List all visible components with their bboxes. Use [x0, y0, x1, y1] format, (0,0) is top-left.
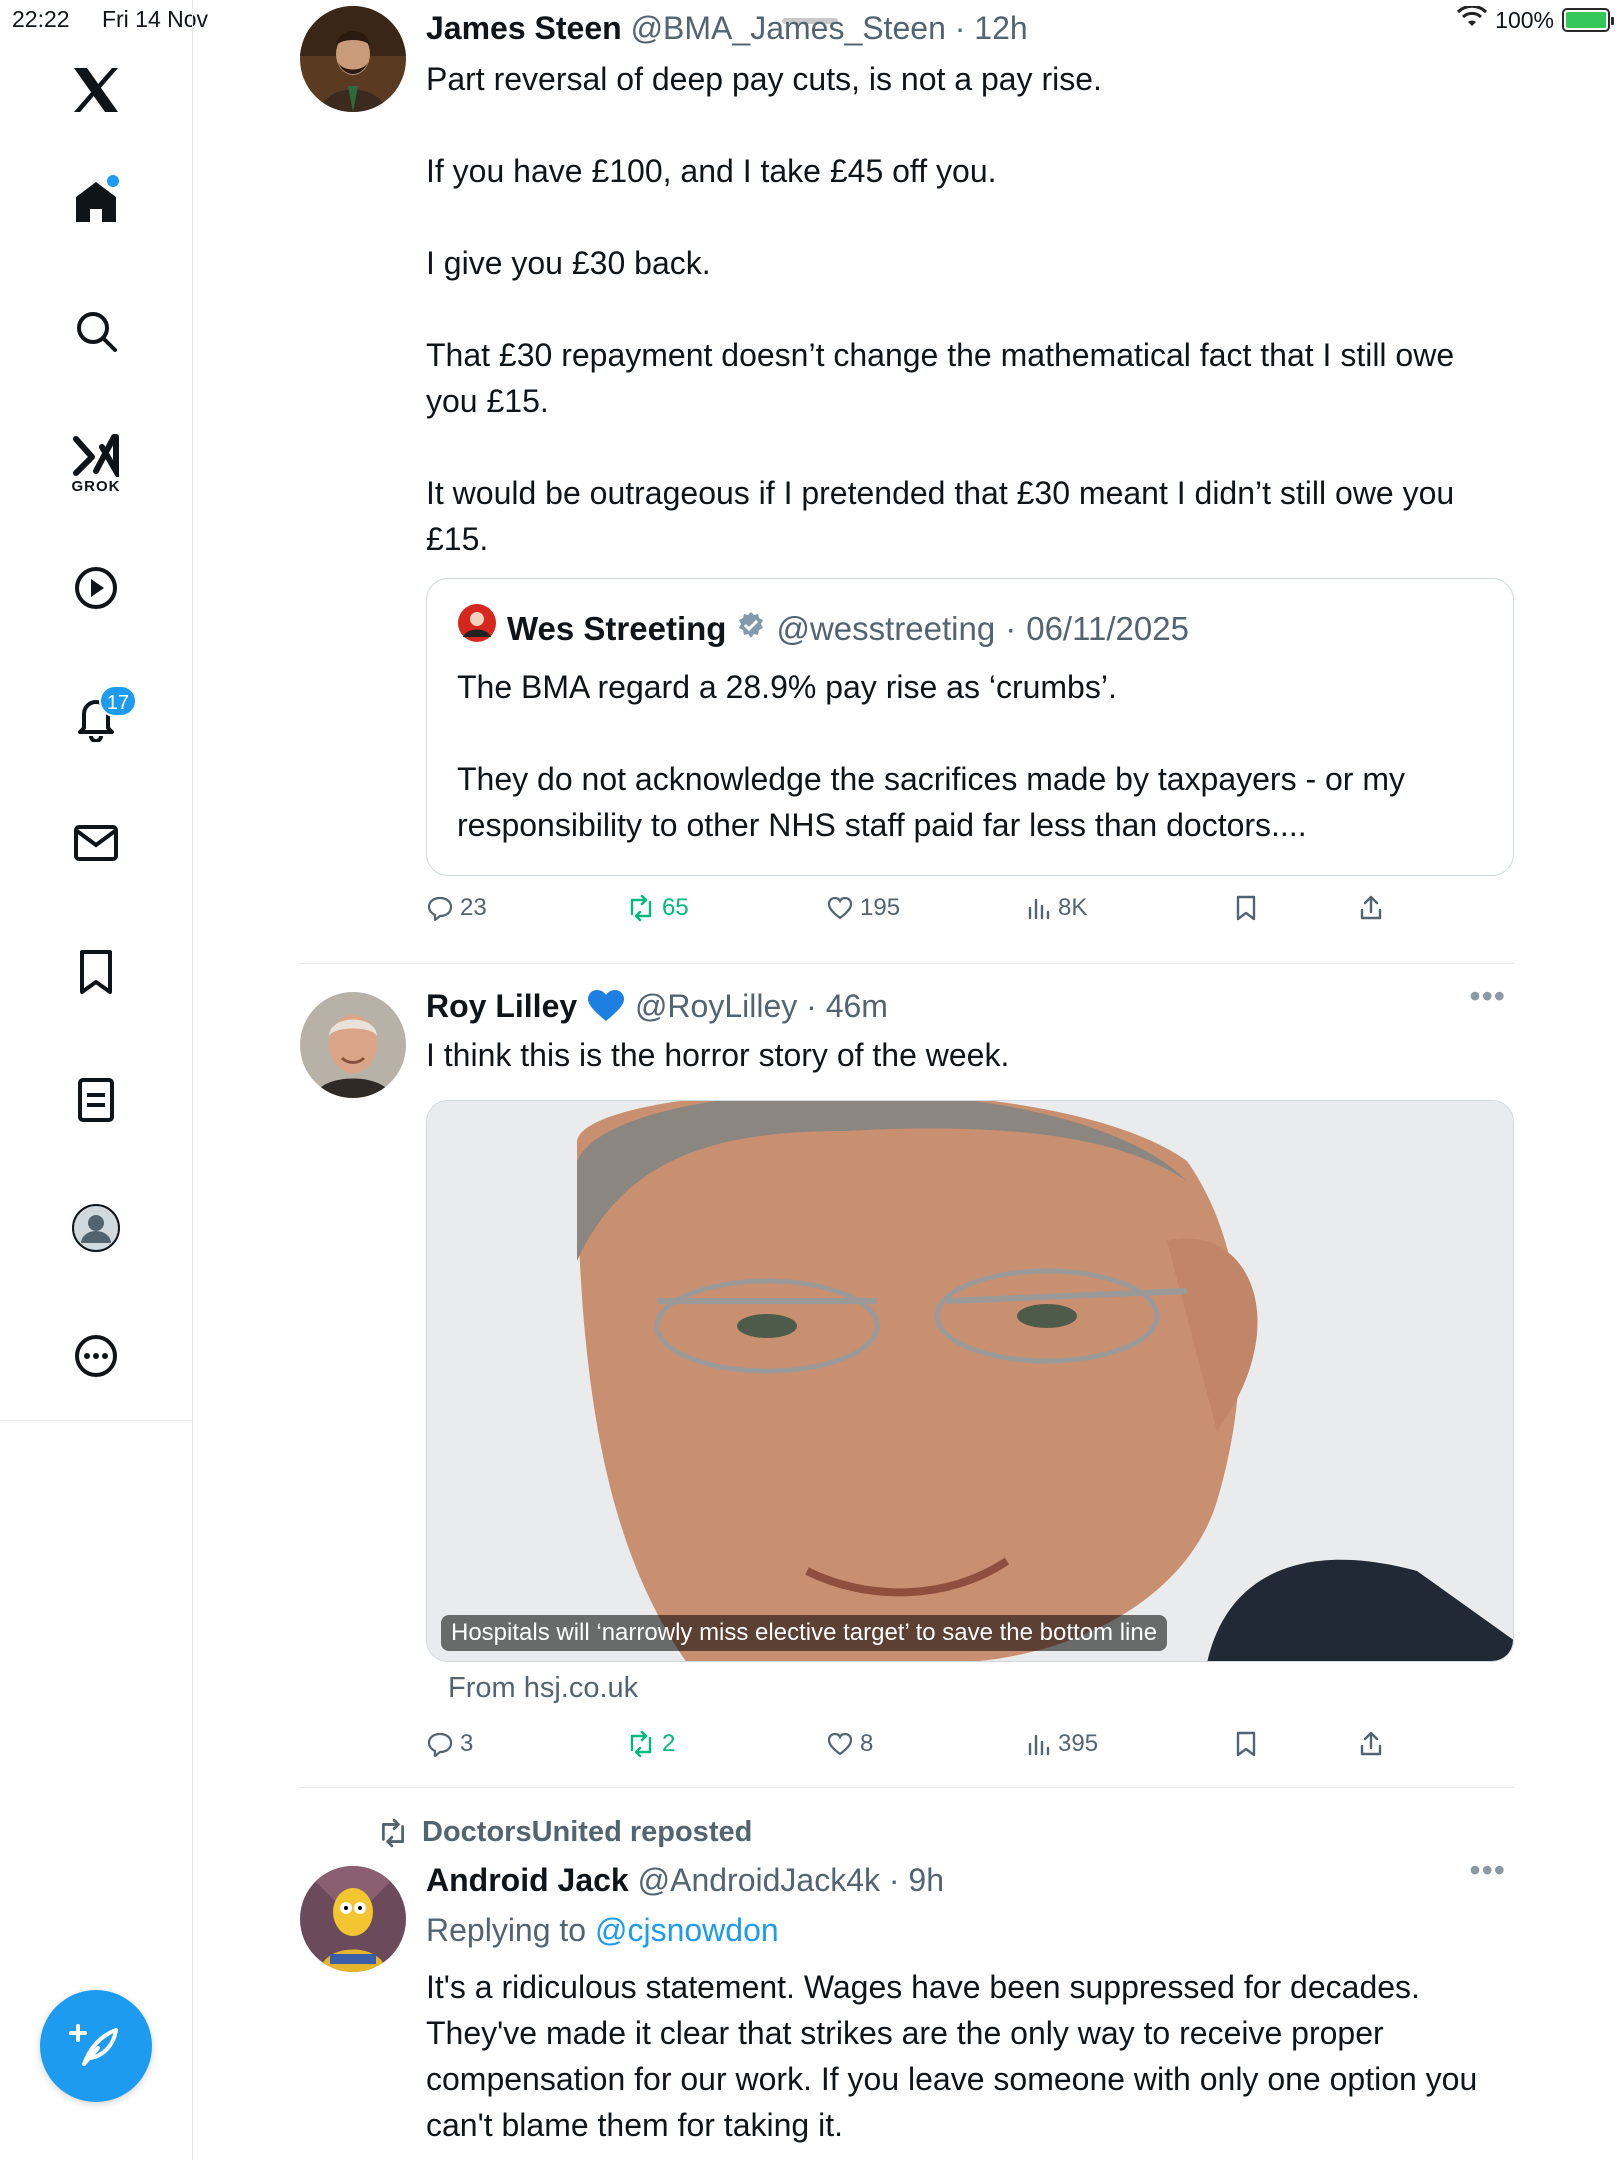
reply-button[interactable] [426, 894, 487, 922]
reply-icon [426, 1730, 454, 1758]
author-name[interactable]: Roy Lilley [426, 988, 578, 1024]
heart-icon [826, 894, 854, 922]
bookmark-button[interactable] [1234, 894, 1258, 922]
tweet-header: James Steen @BMA_James_Steen · 12h [426, 10, 1028, 46]
tweet-paragraph: I give you £30 back. [426, 245, 711, 281]
battery-percent: 100% [1495, 6, 1554, 33]
tweet[interactable] [300, 6, 1514, 966]
repost-icon [376, 1818, 410, 1848]
quote-paragraph: They do not acknowledge the sacrifices made by taxpayers - or my responsibility to other NHS staff paid far less than doctors.... [457, 761, 1405, 843]
quote-author-name[interactable]: Wes Streeting [507, 609, 727, 647]
repost-button[interactable] [626, 894, 689, 922]
tweet-time[interactable]: 12h [974, 10, 1028, 46]
blue-heart-icon [586, 988, 635, 1024]
heart-icon [826, 1730, 854, 1758]
quote-avatar[interactable] [457, 603, 497, 654]
like-button[interactable] [826, 894, 900, 922]
reply-count: 3 [460, 1730, 474, 1757]
sidebar-divider [0, 1420, 193, 1421]
quoted-tweet-text [457, 664, 1483, 848]
x-logo-icon[interactable] [61, 55, 131, 125]
tweet-time[interactable]: 46m [825, 988, 888, 1024]
more-options-icon[interactable]: ••• [1469, 1852, 1506, 1888]
avatar[interactable] [300, 6, 406, 112]
notifications-icon[interactable] [61, 683, 131, 753]
compose-post-button[interactable] [40, 1990, 152, 2102]
replying-to-handle[interactable]: @cjsnowdon [594, 1912, 779, 1948]
video-icon[interactable] [61, 553, 131, 623]
lists-icon[interactable] [61, 1065, 131, 1135]
like-count: 195 [860, 894, 901, 921]
tweet-header: Roy Lilley @RoyLilley · 46m [426, 988, 888, 1024]
repost-icon [626, 1730, 656, 1758]
sidebar [0, 0, 193, 2160]
share-icon [1358, 894, 1384, 922]
tweet[interactable] [300, 978, 1514, 1784]
more-options-icon[interactable]: ••• [1469, 978, 1506, 1014]
like-count: 8 [860, 1730, 874, 1757]
avatar[interactable] [300, 992, 406, 1098]
link-card-image[interactable] [426, 1100, 1514, 1662]
bookmark-button[interactable] [1234, 1730, 1258, 1758]
reply-button[interactable] [426, 1730, 473, 1758]
messages-icon[interactable] [61, 808, 131, 878]
tweet-divider [300, 963, 1514, 964]
battery-icon [1562, 8, 1610, 32]
notifications-badge: 17 [99, 685, 137, 717]
views-icon [1026, 894, 1052, 922]
quoted-tweet-header: Wes Streeting @wesstreeting · 06/11/2025 [457, 603, 1483, 654]
tweet-actions [426, 894, 1426, 934]
home-icon[interactable] [61, 167, 131, 237]
tweet-divider [300, 1787, 1514, 1788]
views-button[interactable] [1026, 894, 1087, 922]
author-handle[interactable]: @BMA_James_Steen [630, 10, 946, 46]
tweet-paragraph: If you have £100, and I take £45 off you. [426, 153, 997, 189]
author-handle[interactable]: @AndroidJack4k [637, 1862, 880, 1898]
tweet-text: I think this is the horror story of the week. [426, 1037, 1010, 1073]
tweet-actions [426, 1730, 1426, 1770]
views-count: 8K [1058, 894, 1088, 921]
views-count: 395 [1058, 1730, 1099, 1757]
repost-count: 65 [662, 894, 689, 921]
bookmark-icon [1234, 894, 1258, 922]
tweet-paragraph: Part reversal of deep pay cuts, is not a pay rise. [426, 61, 1102, 97]
repost-button[interactable] [626, 1730, 675, 1758]
share-button[interactable] [1358, 1730, 1384, 1758]
replying-to [426, 1908, 1514, 1952]
news-photo [427, 1101, 1514, 1662]
author-name[interactable]: James Steen [426, 10, 622, 46]
share-icon [1358, 1730, 1384, 1758]
quoted-tweet[interactable] [426, 578, 1514, 876]
reposted-by: DoctorsUnited reposted [422, 1816, 753, 1848]
repost-icon [626, 894, 656, 922]
bookmarks-icon[interactable] [61, 937, 131, 1007]
bookmark-icon [1234, 1730, 1258, 1758]
tweet-paragraph: It would be outrageous if I pretended that £30 meant I didn’t still owe you £15. [426, 475, 1455, 557]
author-name[interactable]: Android Jack [426, 1862, 629, 1898]
tweet[interactable] [300, 1812, 1514, 2160]
home-new-dot [107, 175, 119, 187]
tweet-header: Android Jack @AndroidJack4k · 9h [426, 1862, 945, 1898]
profile-avatar[interactable] [61, 1193, 131, 1263]
replying-to-label: Replying to [426, 1912, 595, 1948]
date: Fri 14 Nov [101, 6, 209, 32]
views-button[interactable] [1026, 1730, 1098, 1758]
quote-date: 06/11/2025 [1026, 609, 1189, 647]
quote-author-handle[interactable]: @wesstreeting [776, 609, 996, 647]
link-card-source[interactable]: From hsj.co.uk [448, 1672, 639, 1704]
verified-badge-icon [736, 607, 766, 651]
repost-context[interactable] [376, 1816, 752, 1849]
grok-label: GROK [71, 478, 121, 495]
avatar[interactable] [300, 1866, 406, 1972]
share-button[interactable] [1358, 894, 1384, 922]
quote-paragraph: The BMA regard a 28.9% pay rise as ‘crumbs’. [457, 669, 1117, 705]
tweet-time[interactable]: 9h [908, 1862, 945, 1898]
link-card-caption: Hospitals will ‘narrowly miss elective target’ to save the bottom line [441, 1615, 1167, 1651]
repost-count: 2 [662, 1730, 676, 1757]
clock: 22:22 [12, 6, 70, 32]
reply-count: 23 [460, 894, 487, 921]
search-icon[interactable] [61, 296, 131, 366]
reply-icon [426, 894, 454, 922]
tweet-paragraph: That £30 repayment doesn’t change the mathematical fact that I still owe you £15. [426, 337, 1455, 419]
tweet-text [426, 56, 1514, 562]
more-icon[interactable] [61, 1321, 131, 1391]
like-button[interactable] [826, 1730, 873, 1758]
views-icon [1026, 1730, 1052, 1758]
quill-plus-icon [68, 2018, 124, 2074]
author-handle[interactable]: @RoyLilley [634, 988, 798, 1024]
tweet-text: It's a ridiculous statement. Wages have been suppressed for decades. They've made it clear that strikes are the only way to receive proper compensation for our work. If you leave someone with only one option you can't blame them for taking it. [426, 1969, 1478, 2143]
